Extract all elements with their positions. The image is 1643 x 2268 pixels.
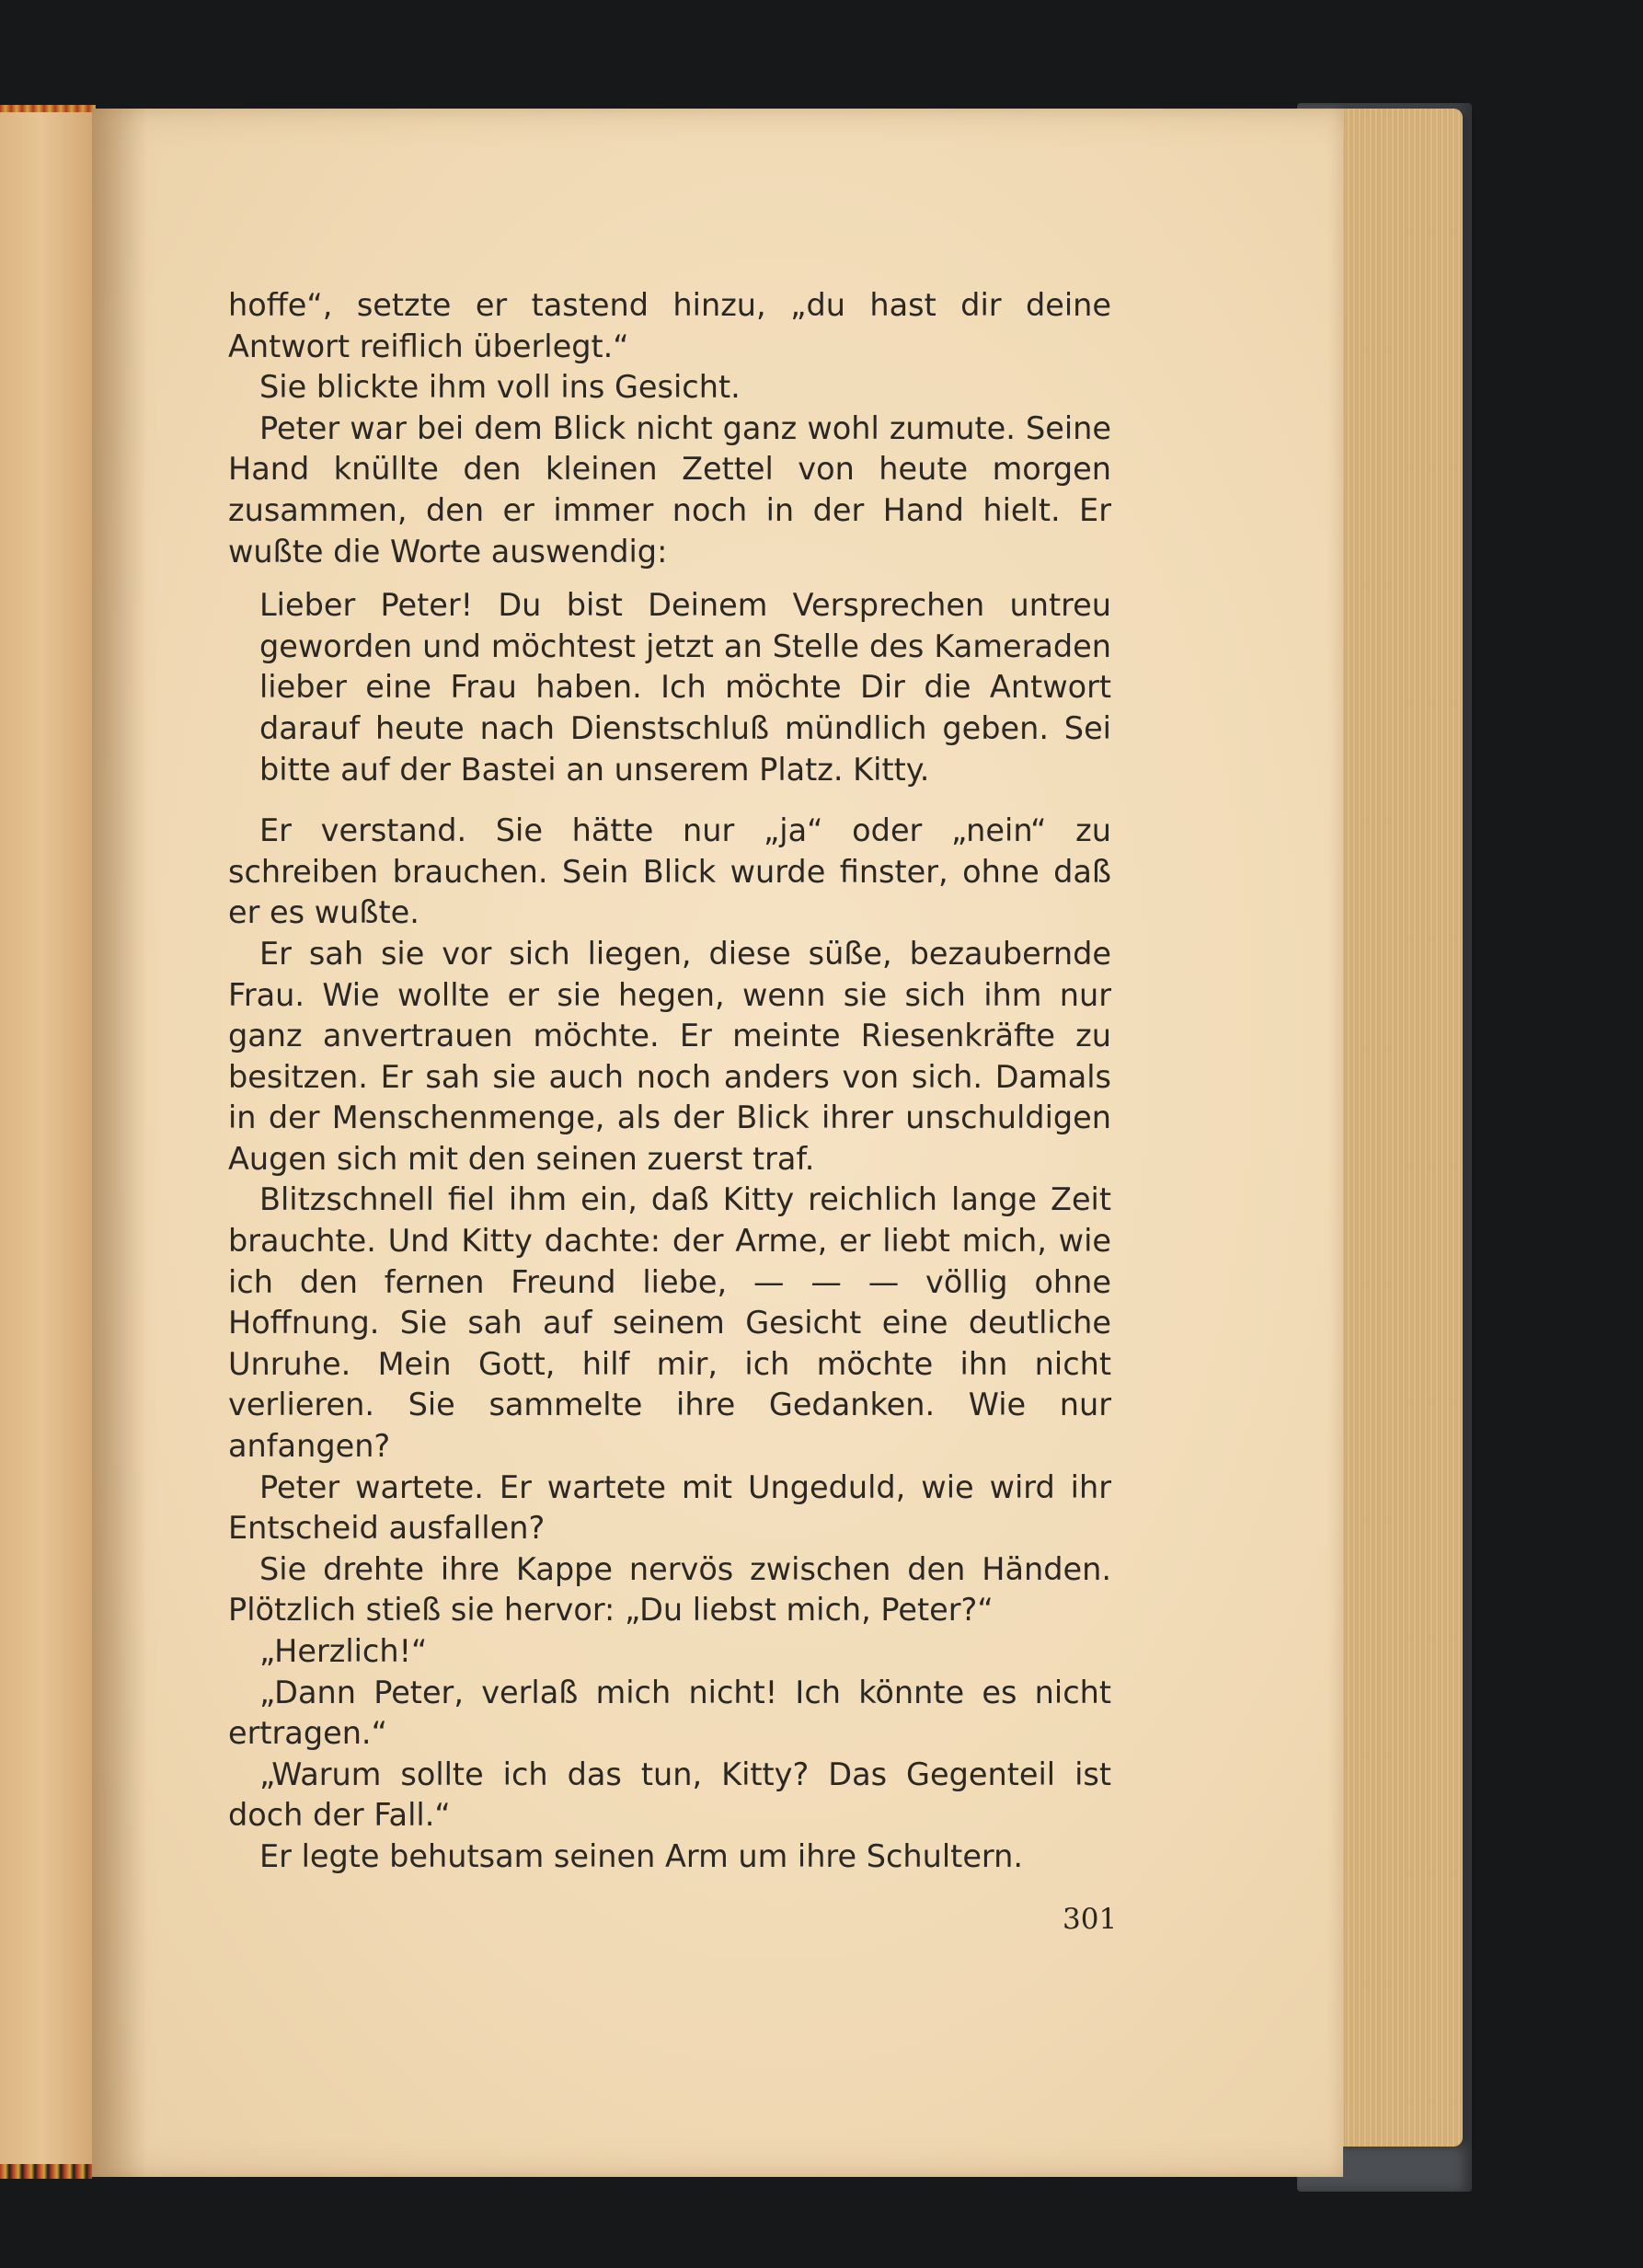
- paragraph-11: „Warum sollte ich das tun, Kitty? Das Gegenteil ist doch der Fall.“: [228, 1756, 1111, 1834]
- paragraph-2: Sie blickte ihm voll ins Gesicht.: [259, 369, 741, 406]
- paragraph-12: Er legte behutsam seinen Arm um ihre Schultern.: [259, 1837, 1023, 1874]
- letter-text: Lieber Peter! Du bist Deinem Versprechen untreu geworden und möchtest jetzt an Stelle des Kameraden lieber eine Frau haben. Ich möchte Dir die Antwort darauf heute nach Dienstschluß mündlich geben. Sei bitte auf der Bastei an unserem Platz. Kitty.: [259, 587, 1111, 788]
- paragraph-9: „Herzlich!“: [259, 1633, 428, 1669]
- paragraph-1: hoffe“, setzte er tastend hinzu, „du hast dir deine Antwort reiflich überlegt.“: [228, 287, 1111, 364]
- paragraph-5: Er sah sie vor sich liegen, diese süße, bezaubernde Frau. Wie wollte er sie hegen, wenn sie sich ihm nur ganz anvertrauen möchte. Er meinte Riesenkräfte zu besitzen. Er sah sie auch noch anders von sich. Damals in der Menschenmenge, als der Blick ihrer unschuldigen Augen sich mit den seinen zuerst traf.: [228, 935, 1111, 1177]
- paragraph-7: Peter wartete. Er wartete mit Ungeduld, wie wird ihr Entscheid ausfallen?: [228, 1468, 1111, 1547]
- left-page-binding-bottom: [0, 2164, 92, 2179]
- page-gutter-shadow: [92, 109, 147, 2177]
- paragraph-8: Sie drehte ihre Kappe nervös zwischen den Händen. Plötzlich stieß sie hervor: „Du liebst mich, Peter?“: [228, 1550, 1111, 1629]
- page-number: 301: [1063, 1903, 1118, 1936]
- paragraph-6: Blitzschnell fiel ihm ein, daß Kitty reichlich lange Zeit brauchte. Und Kitty dachte: der Arme, er liebt mich, wie ich den fernen Freund liebe, — — — völlig ohne Hoffnung. Sie sah auf seinem Gesicht eine deutliche Unruhe. Mein Gott, hilf mir, ich möchte ihn nicht verlieren. Sie sammelte ihre Gedanken. Wie nur anfangen?: [228, 1181, 1111, 1465]
- page-edges: [1334, 109, 1463, 2147]
- paragraph-10: „Dann Peter, verlaß mich nicht! Ich könnte es nicht ertragen.“: [228, 1674, 1111, 1752]
- body-text: [228, 285, 1111, 1878]
- left-page-edge: [0, 112, 94, 2173]
- paragraph-4: Er verstand. Sie hätte nur „ja“ oder „nein“ zu schreiben brauchen. Sein Blick wurde finster, ohne daß er es wußte.: [228, 812, 1111, 931]
- paragraph-3: Peter war bei dem Blick nicht ganz wohl zumute. Seine Hand knüllte den kleinen Zettel von heute morgen zusammen, den er immer noch in der Hand hielt. Er wußte die Worte auswendig:: [228, 409, 1111, 570]
